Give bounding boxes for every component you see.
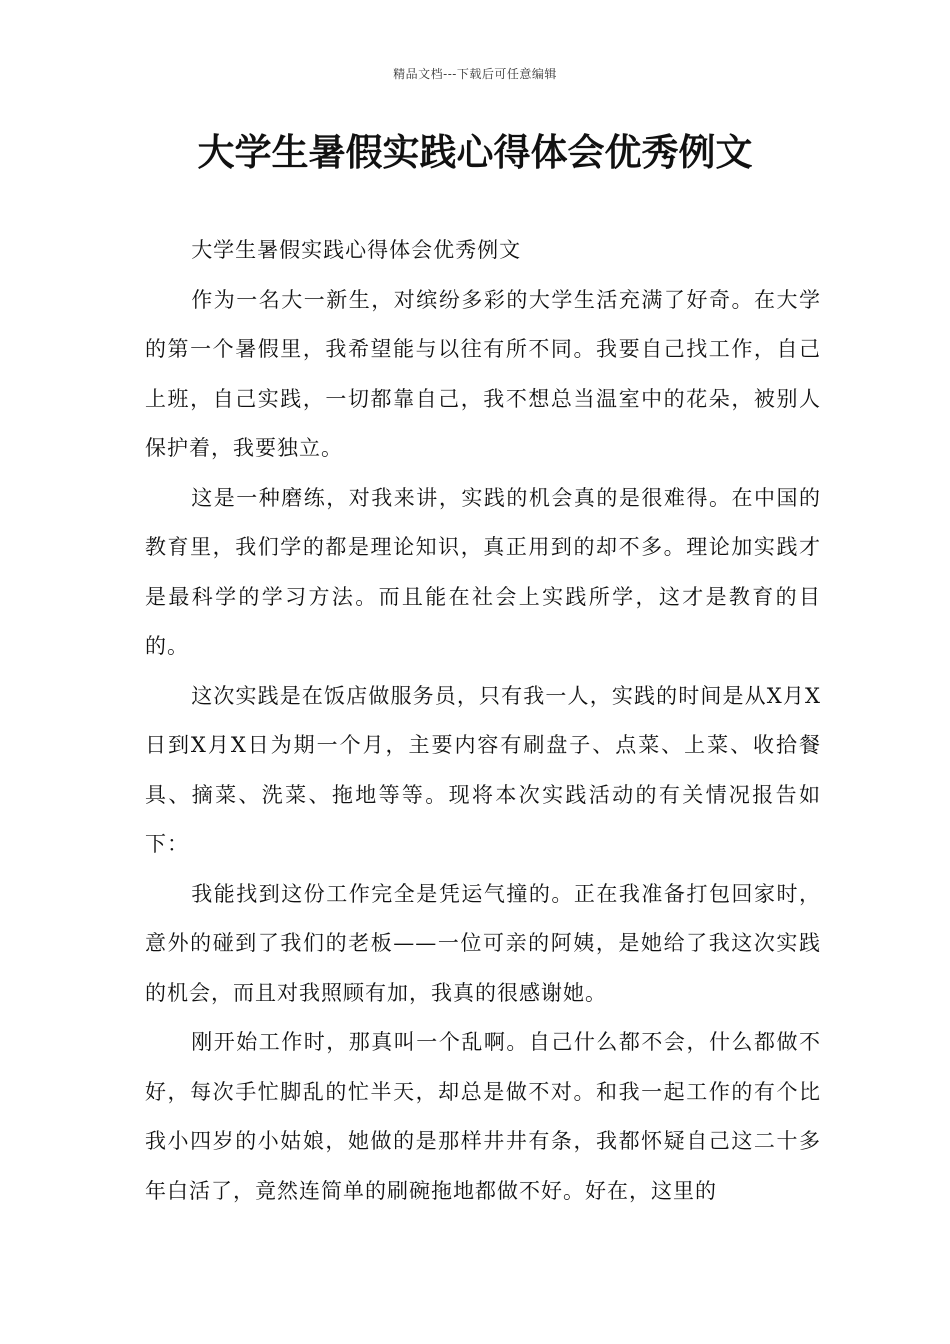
document-title: 大学生暑假实践心得体会优秀例文 bbox=[197, 131, 753, 174]
document-body bbox=[145, 226, 821, 1216]
paragraph: 我能找到这份工作完全是凭运气撞的。正在我准备打包回家时，意外的碰到了我们的老板——一位可亲的阿姨，是她给了我这次实践的机会，而且对我照顾有加，我真的很感谢她。 bbox=[145, 881, 821, 1005]
paragraph: 这是一种磨练，对我来讲，实践的机会真的是很难得。在中国的教育里，我们学的都是理论知识，真正用到的却不多。理论加实践才是最科学的学习方法。而且能在社会上实践所学，这才是教育的目的。 bbox=[145, 485, 821, 658]
paragraph-subtitle: 大学生暑假实践心得体会优秀例文 bbox=[191, 238, 522, 262]
paragraph: 作为一名大一新生，对缤纷多彩的大学生活充满了好奇。在大学的第一个暑假里，我希望能与以往有所不同。我要自己找工作，自己上班，自己实践，一切都靠自己，我不想总当温室中的花朵，被别人保护着，我要独立。 bbox=[145, 287, 821, 460]
paragraph: 这次实践是在饭店做服务员，只有我一人，实践的时间是从X月X日到X月X日为期一个月，主要内容有刷盘子、点菜、上菜、收拾餐具、摘菜、洗菜、拖地等等。现将本次实践活动的有关情况报告如下： bbox=[145, 683, 821, 856]
paragraph: 刚开始工作时，那真叫一个乱啊。自己什么都不会，什么都做不好，每次手忙脚乱的忙半天，却总是做不对。和我一起工作的有个比我小四岁的小姑娘，她做的是那样井井有条，我都怀疑自己这二十多年白活了，竟然连简单的刷碗拖地都做不好。好在，这里的 bbox=[145, 1030, 821, 1203]
header-note: 精品文档---下载后可任意编辑 bbox=[393, 67, 557, 81]
